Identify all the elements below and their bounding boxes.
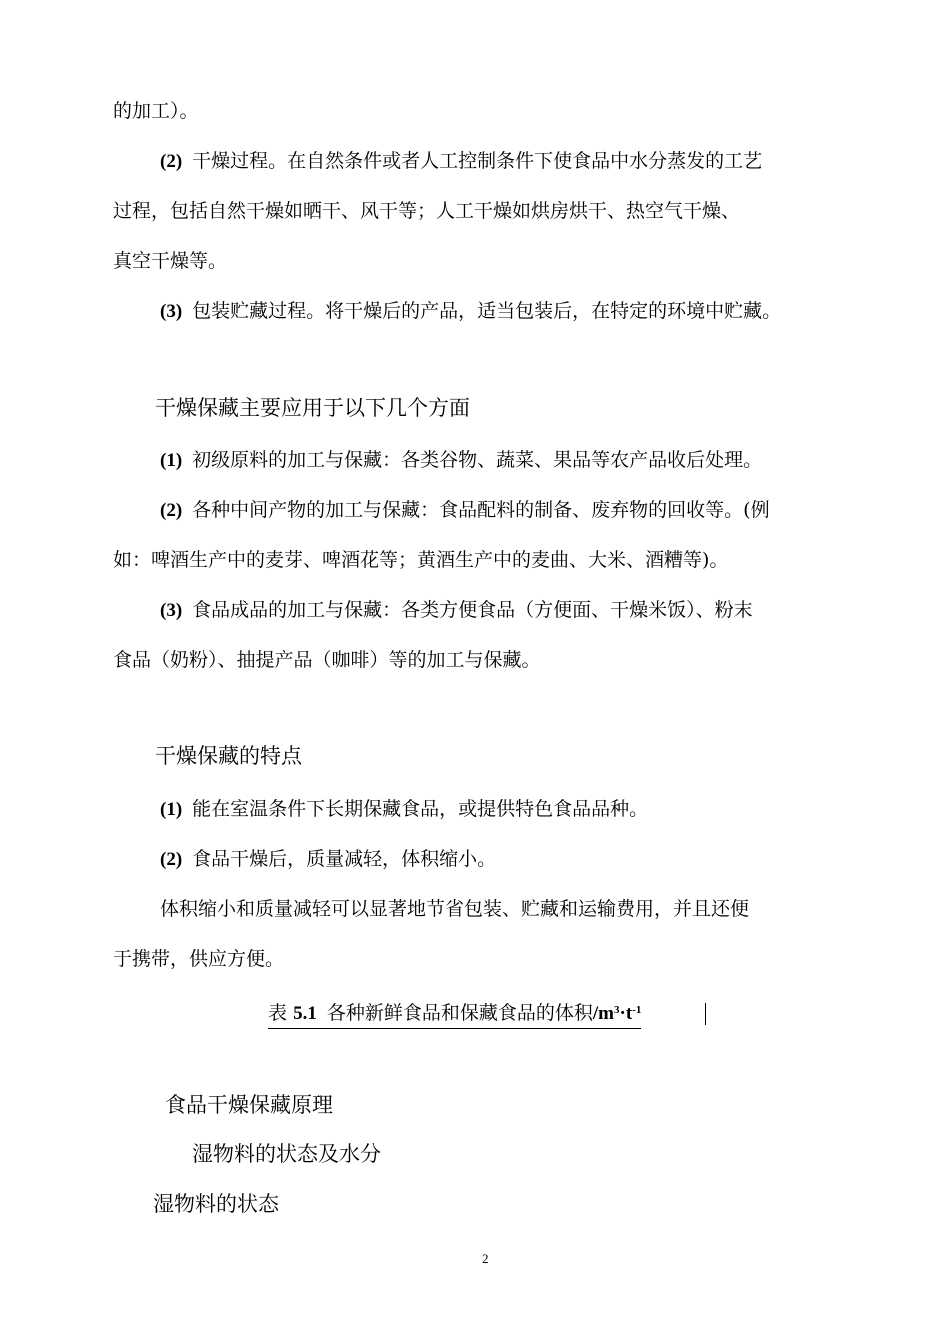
paragraph-line: 体积缩小和质量减轻可以显著地节省包装、贮藏和运输费用，并且还便 <box>160 898 750 920</box>
paragraph-line: 过程，包括自然干燥如晒干、风干等；人工干燥如烘房烘干、热空气干燥、 <box>113 200 741 222</box>
paragraph-line <box>160 148 762 175</box>
page-number: 2 <box>482 1251 489 1266</box>
section-heading-applications: 干燥保藏主要应用于以下几个方面 <box>155 396 470 420</box>
table-caption-prefix: 表 <box>268 1002 288 1024</box>
section-heading-principle: 食品干燥保藏原理 <box>165 1093 333 1117</box>
list-number: (2) <box>160 500 183 521</box>
list-item <box>160 497 770 524</box>
list-item <box>160 846 496 873</box>
table-caption <box>268 997 641 1029</box>
list-number: (2) <box>160 849 183 870</box>
paragraph-line: 真空干燥等。 <box>113 250 228 272</box>
table-caption-unit-exponent: 3 <box>613 1004 620 1016</box>
paragraph-line <box>160 298 781 325</box>
list-number: (1) <box>160 799 183 820</box>
list-item <box>160 597 753 624</box>
subsubsection-heading-state: 湿物料的状态 <box>153 1192 279 1216</box>
list-item-text: 能在室温条件下长期保藏食品，或提供特色食品品种。 <box>192 798 649 820</box>
list-item-text: 各种中间产物的加工与保藏：食品配料的制备、废弃物的回收等。(例 <box>192 499 770 521</box>
list-item <box>160 447 762 474</box>
list-number: (2) <box>160 151 183 172</box>
list-number: (3) <box>160 301 183 322</box>
list-item <box>160 796 648 823</box>
paragraph-text: 干燥过程。在自然条件或者人工控制条件下使食品中水分蒸发的工艺 <box>192 150 763 172</box>
paragraph-text: 包装贮藏过程。将干燥后的产品，适当包装后，在特定的环境中贮藏。 <box>192 300 782 322</box>
list-number: (3) <box>160 600 183 621</box>
list-item-continuation: 食品（奶粉）、抽提产品（咖啡）等的加工与保藏。 <box>113 649 541 671</box>
list-item-text: 食品干燥后，质量减轻，体积缩小。 <box>192 848 497 870</box>
table-caption-title: 各种新鲜食品和保藏食品的体积 <box>326 1002 593 1024</box>
paragraph-line: 于携带，供应方便。 <box>113 948 285 970</box>
table-caption-divider <box>705 1003 706 1025</box>
table-caption-number: 5.1 <box>293 1003 317 1024</box>
list-item-text: 初级原料的加工与保藏：各类谷物、蔬菜、果品等农产品收后处理。 <box>192 449 763 471</box>
list-item-continuation: 如：啤酒生产中的麦芽、啤酒花等；黄酒生产中的麦曲、大米、酒糟等)。 <box>113 549 729 571</box>
list-number: (1) <box>160 450 183 471</box>
subsection-heading-moisture: 湿物料的状态及水分 <box>192 1142 381 1166</box>
table-caption-unit: ·t <box>619 1003 633 1024</box>
table-caption-unit: /m <box>592 1003 614 1024</box>
paragraph-line: 的加工）。 <box>113 100 199 122</box>
list-item-text: 食品成品的加工与保藏：各类方便食品（方便面、干燥米饭）、粉末 <box>192 599 753 621</box>
table-caption-unit-exponent: -1 <box>632 1004 642 1016</box>
section-heading-features: 干燥保藏的特点 <box>155 744 302 768</box>
